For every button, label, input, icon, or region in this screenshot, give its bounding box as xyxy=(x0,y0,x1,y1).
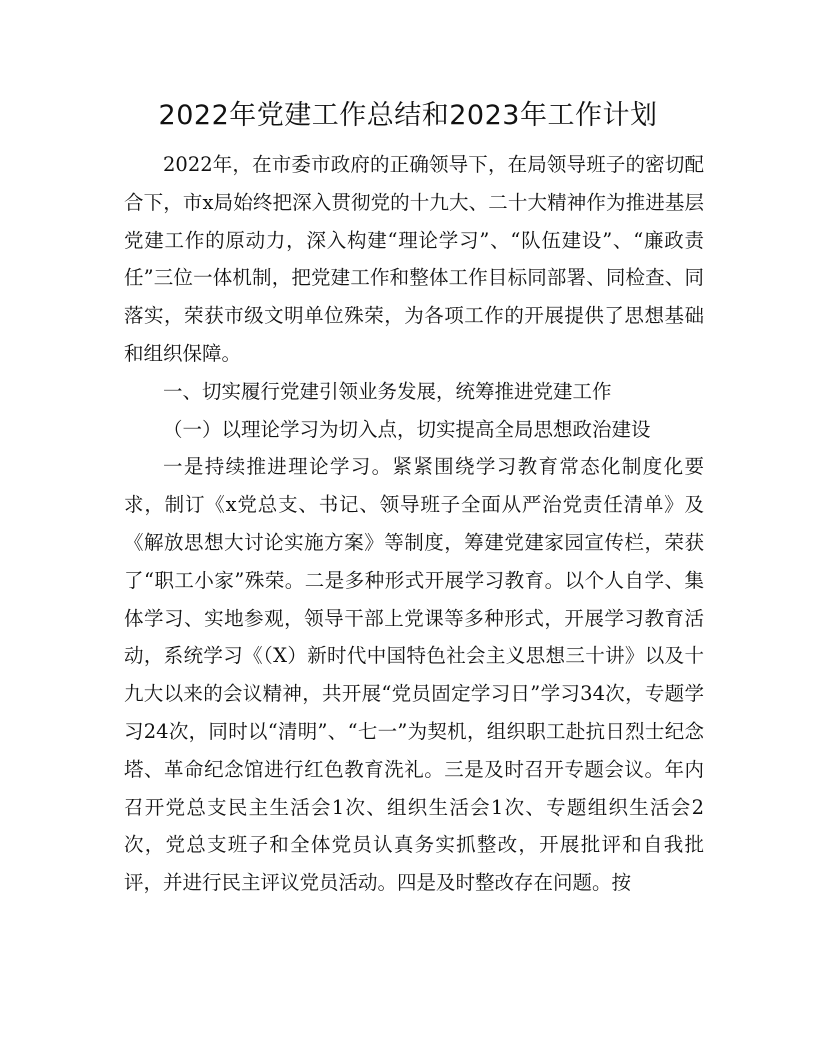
document-title: 2022年党建工作总结和2023年工作计划 xyxy=(158,100,658,131)
document-body xyxy=(124,146,704,902)
body-paragraph: 一是持续推进理论学习。紧紧围绕学习教育常态化制度化要求，制订《x党总支、书记、领导班子全面从严治党责任清单》及《解放思想大讨论实施方案》等制度，筹建党建家园宣传栏，荣获了“职工小家”殊荣。二是多种形式开展学习教育。以个人自学、集体学习、实地参观，领导干部上党课等多种形式，开展学习教育活动，系统学习《（X）新时代中国特色社会主义思想三十讲》以及十九大以来的会议精神，共开展“党员固定学习日”学习34次，专题学习24次，同时以“清明”、“七一”为契机，组织职工赴抗日烈士纪念塔、革命纪念馆进行红色教育洗礼。三是及时召开专题会议。年内召开党总支民主生活会1次、组织生活会1次、专题组织生活会2次，党总支班子和全体党员认真务实抓整改，开展批评和自我批评，并进行民主评议党员活动。四是及时整改存在问题。按 xyxy=(124,455,704,895)
subsection-heading: （一）以理论学习为切入点，切实提高全局思想政治建设 xyxy=(163,417,651,441)
intro-paragraph: 2022年，在市委市政府的正确领导下，在局领导班子的密切配合下，市x局始终把深入贯彻党的十九大、二十大精神作为推进基层党建工作的原动力，深入构建“理论学习”、“队伍建设”、“廉政责任”三位一体机制，把党建工作和整体工作目标同部署、同检查、同落实，荣获市级文明单位殊荣，为各项工作的开展提供了思想基础和组织保障。 xyxy=(124,153,704,365)
section-heading: 一、切实履行党建引领业务发展，统筹推进党建工作 xyxy=(163,379,612,403)
